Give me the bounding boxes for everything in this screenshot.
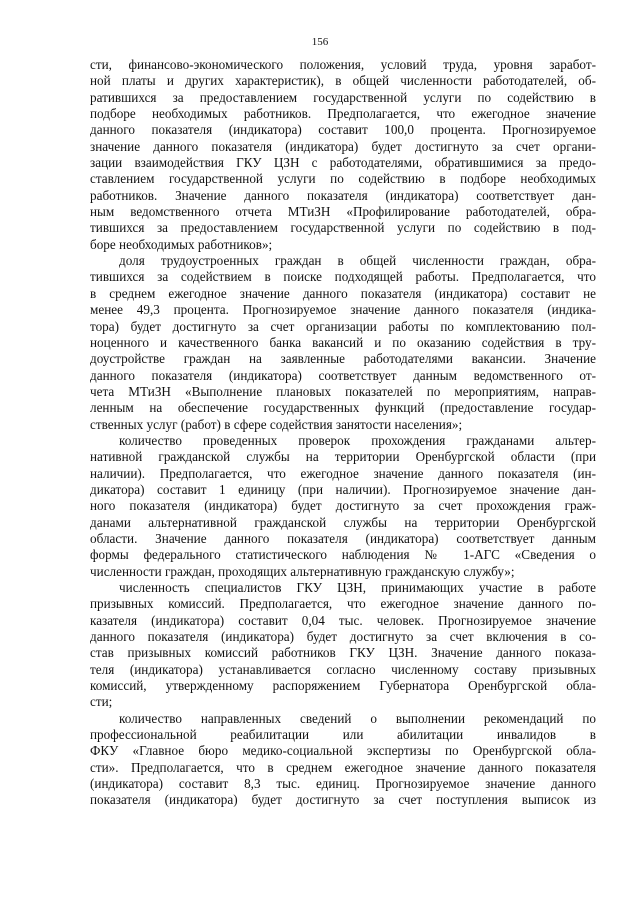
- text-line: ставлением государственной услуги по содействию в подборе необходимых: [90, 171, 596, 187]
- paragraph: [90, 433, 596, 580]
- text-line: сти». Предполагается, что в среднем ежегодное значение данного показателя: [90, 759, 596, 775]
- text-line: тившихся за содействием в поиске подходящей работы. Предполагается, что: [90, 269, 596, 285]
- text-line: наличии). Предполагается, что ежегодное значение данного показателя (ин-: [90, 465, 596, 481]
- body-text: [90, 57, 596, 809]
- text-line: (индикатора) составит 8,3 тыс. единиц. Прогнозируемое значение данного: [90, 776, 596, 792]
- text-line: доустройстве граждан на заявленные работодателями вакансии. Значение: [90, 351, 596, 367]
- text-line: данного показателя (индикатора) будет достигнуто за счет включения в со-: [90, 629, 596, 645]
- text-line: став призывных комиссий работников ГКУ ЦЗН. Значение данного показа-: [90, 645, 596, 661]
- paragraph: [90, 711, 596, 809]
- text-line: сти;: [90, 694, 113, 710]
- text-line: боре необходимых работников»;: [90, 236, 273, 252]
- text-line: ного показателя (индикатора) будет достигнуто за счет прохождения граж-: [90, 498, 596, 514]
- text-line: ноценного и качественного банка вакансий и по оказанию содействия в тру-: [90, 334, 596, 350]
- text-line: призывных комиссий. Предполагается, что ежегодное значение данного по-: [90, 596, 596, 612]
- text-line: работников. Значение данного показателя (индикатора) соответствует дан-: [90, 187, 596, 203]
- text-line: данами альтернативной гражданской службы на территории Оренбургской: [90, 514, 596, 530]
- text-line: подборе необходимых работников. Предполагается, что ежегодное значение: [90, 106, 596, 122]
- text-line: чета МТиЗН «Выполнение плановых показателей по мероприятиям, направ-: [90, 383, 596, 399]
- text-line: ленным на обеспечение государственных функций (предоставление государ-: [90, 400, 596, 416]
- text-line: значение данного показателя (индикатора) будет достигнуто за счет органи-: [90, 138, 596, 154]
- text-line: теля (индикатора) устанавливается согласно численному составу призывных: [90, 661, 596, 677]
- text-line: данного показателя (индикатора) составит 100,0 процента. Прогнозируемое: [90, 122, 596, 138]
- text-line: тора) будет достигнуто за счет организации работы по комплектованию пол-: [90, 318, 596, 334]
- text-line: данного показателя (индикатора) соответствует данным ведомственного от-: [90, 367, 596, 383]
- text-line: доля трудоустроенных граждан в общей численности граждан, обра-: [119, 253, 596, 269]
- text-line: численности граждан, проходящих альтернативную гражданскую службу»;: [90, 563, 515, 579]
- paragraph: [90, 57, 596, 253]
- text-line: показателя (индикатора) будет достигнуто за счет поступления выписок из: [90, 792, 596, 808]
- paragraph: [90, 253, 596, 433]
- text-line: ной платы и других характеристик), в общей численности работодателей, об-: [90, 73, 596, 89]
- text-line: комиссий, утвержденному распоряжением Губернатора Оренбургской обла-: [90, 678, 596, 694]
- text-line: численность специалистов ГКУ ЦЗН, принимающих участие в работе: [119, 580, 596, 595]
- text-line: казателя (индикатора) составит 0,04 тыс. человек. Прогнозируемое значение: [90, 612, 596, 628]
- text-line: области. Значение данного показателя (индикатора) соответствует данным: [90, 530, 596, 546]
- text-line: количество направленных сведений о выполнении рекомендаций по: [119, 710, 596, 726]
- text-line: количество проведенных проверок прохождения гражданами альтер-: [119, 432, 596, 448]
- text-line: нативной гражданской службы на территории Оренбургской области (при: [90, 449, 596, 465]
- text-line: в среднем ежегодное значение данного показателя (индикатора) составит не: [90, 285, 596, 301]
- paragraph: [90, 580, 596, 711]
- text-line: сти, финансово-экономического положения, условий труда, уровня заработ-: [90, 57, 596, 72]
- text-line: формы федерального статистического наблюдения № 1-АГС «Сведения о: [90, 547, 596, 563]
- text-line: ФКУ «Главное бюро медико-социальной экспертизы по Оренбургской обла-: [90, 743, 596, 759]
- text-line: менее 49,3 процента. Прогнозируемое значение данного показателя (индика-: [90, 302, 596, 318]
- text-line: зации взаимодействия ГКУ ЦЗН с работодателями, обратившимися за предо-: [90, 155, 596, 171]
- text-line: профессиональной реабилитации или абилитации инвалидов в: [90, 727, 596, 743]
- page-number: 156: [311, 36, 329, 48]
- text-line: дикатора) составит 1 единицу (при наличии). Прогнозируемое значение дан-: [90, 481, 596, 497]
- text-line: ратившихся за предоставлением государственной услуги по содействию в: [90, 89, 596, 105]
- text-line: ным ведомственного отчета МТиЗН «Профилирование работодателей, обра-: [90, 204, 596, 220]
- text-line: ственных услуг (работ) в сфере содействия занятости населения»;: [90, 416, 463, 432]
- text-line: тившихся за предоставлением государственной услуги по содействию в под-: [90, 220, 596, 236]
